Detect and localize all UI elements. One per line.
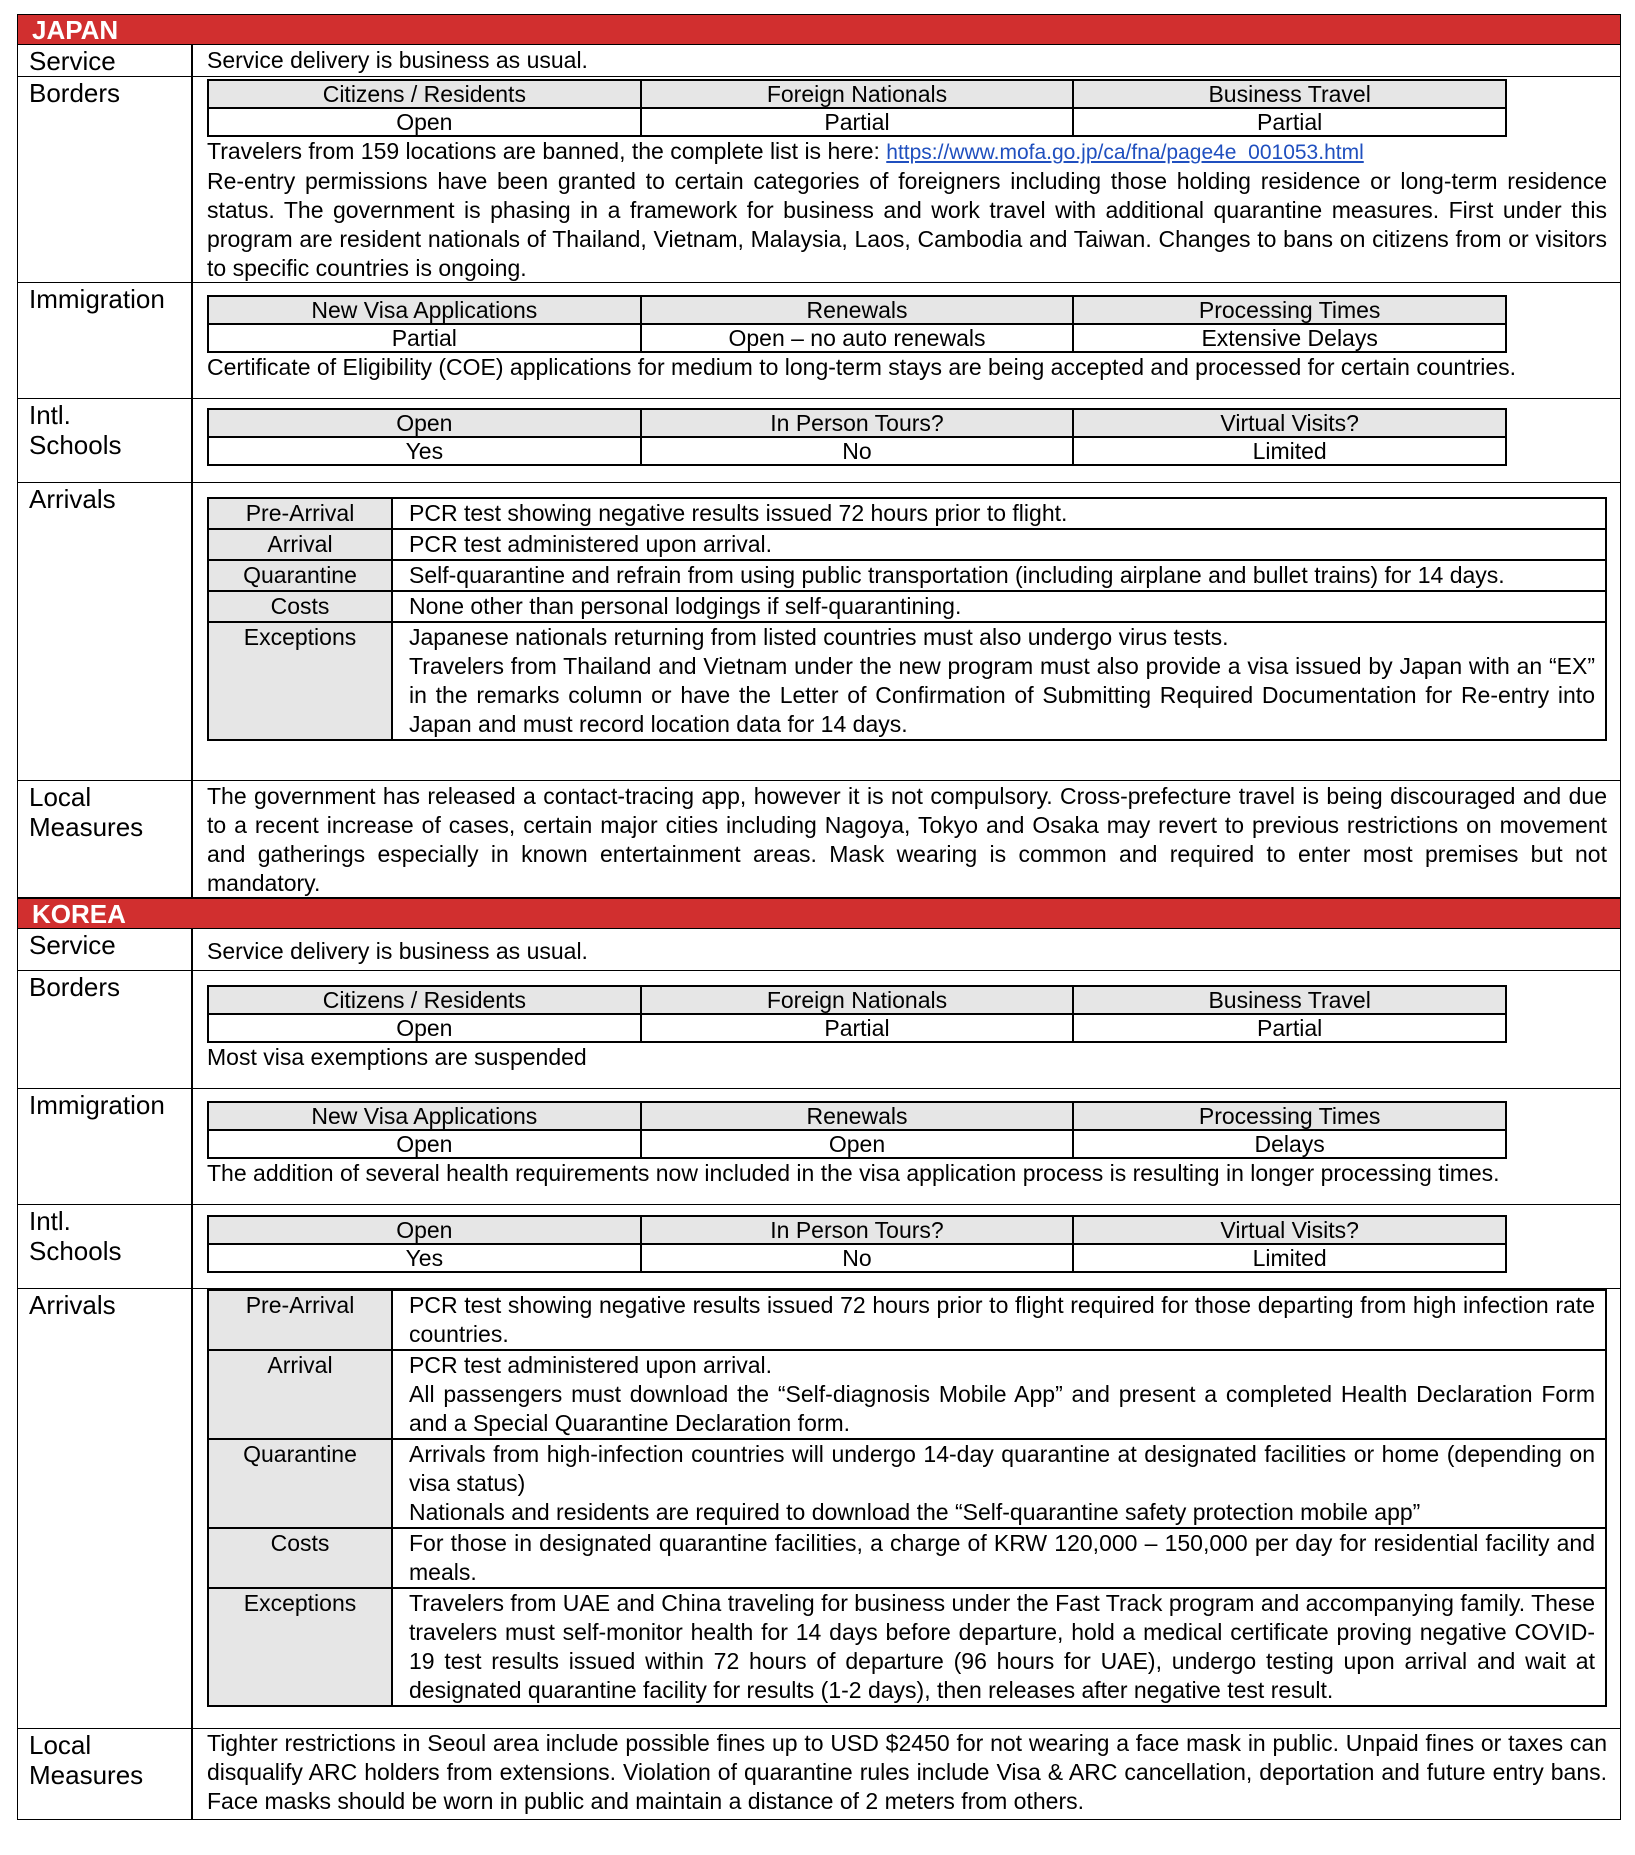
row-label: Service xyxy=(18,45,193,76)
arrivals-key: Costs xyxy=(208,1528,392,1588)
value-line: PCR test administered upon arrival. xyxy=(409,1352,773,1378)
korea-arrivals-body xyxy=(193,1289,1620,1728)
japan-banned-line xyxy=(207,137,1607,167)
arrivals-key: Costs xyxy=(208,591,392,622)
japan-local-row xyxy=(17,781,1621,898)
value-line: Arrivals from high-infection countries will undergo 14-day quarantine at designated facilities or home (depending on visa status) xyxy=(409,1441,1595,1496)
row-label-line: Local xyxy=(29,1730,92,1760)
grid-header: Open xyxy=(208,409,641,437)
grid-header: Business Travel xyxy=(1073,80,1506,108)
grid-header: Virtual Visits? xyxy=(1073,1216,1506,1244)
row-label-line: Intl. xyxy=(29,400,71,430)
row-label xyxy=(18,399,193,482)
row-label-line: Measures xyxy=(29,1760,144,1790)
japan-immigration-row xyxy=(17,283,1621,399)
japan-service-text: Service delivery is business as usual. xyxy=(207,47,588,73)
value-line: Nationals and residents are required to download the “Self-quarantine safety protection mobile app” xyxy=(409,1499,1421,1525)
grid-value: Partial xyxy=(641,1014,1074,1042)
value-line: All passengers must download the “Self-diagnosis Mobile App” and present a completed Health Declaration Form and a Special Quarantine Declaration form. xyxy=(409,1381,1595,1436)
japan-arrivals-table xyxy=(207,497,1607,741)
japan-schools-row xyxy=(17,399,1621,483)
row-label: Immigration xyxy=(18,1089,193,1204)
korea-borders-row xyxy=(17,971,1621,1089)
row-label xyxy=(18,1205,193,1288)
arrivals-value xyxy=(392,1350,1606,1439)
grid-header: Citizens / Residents xyxy=(208,80,641,108)
arrivals-value xyxy=(392,622,1606,740)
arrivals-row xyxy=(208,529,1606,560)
grid-header: Virtual Visits? xyxy=(1073,409,1506,437)
row-label-line: Schools xyxy=(29,1236,122,1266)
arrivals-key: Exceptions xyxy=(208,1588,392,1706)
grid-value: Open xyxy=(641,1130,1074,1158)
korea-arrivals-table xyxy=(207,1289,1607,1707)
grid-header: New Visa Applications xyxy=(208,1102,641,1130)
korea-borders-grid xyxy=(207,985,1507,1043)
grid-value: Partial xyxy=(1073,1014,1506,1042)
row-label-line: Local xyxy=(29,782,92,812)
grid-value: Partial xyxy=(641,108,1074,136)
grid-value: Limited xyxy=(1073,437,1506,465)
korea-schools-row xyxy=(17,1205,1621,1289)
value-line: Travelers from Thailand and Vietnam under the new program must also provide a visa issued by Japan with an “EX” in the remarks column or have the Letter of Confirmation of Submitting Required Documentation for Re-entry into Japan and must record location data for 14 days. xyxy=(409,653,1595,737)
arrivals-value: For those in designated quarantine facilities, a charge of KRW 120,000 – 150,000 per day for residential facility and meals. xyxy=(392,1528,1606,1588)
grid-value: Extensive Delays xyxy=(1073,324,1506,352)
arrivals-value: Travelers from UAE and China traveling for business under the Fast Track program and accompanying family. These travelers must self-monitor health for 14 days before departure, hold a medical certificate proving negative COVID-19 test results issued within 72 hours of departure (96 hours for UAE), undergo testing upon arrival and wait at designated quarantine facility for results (1-2 days), then releases after negative test result. xyxy=(392,1588,1606,1706)
row-label: Borders xyxy=(18,77,193,282)
row-label-line: Intl. xyxy=(29,1206,71,1236)
arrivals-value xyxy=(392,1439,1606,1528)
grid-header: Processing Times xyxy=(1073,1102,1506,1130)
grid-value: No xyxy=(641,437,1074,465)
grid-value: Partial xyxy=(208,324,641,352)
arrivals-key: Arrival xyxy=(208,1350,392,1439)
grid-header: Open xyxy=(208,1216,641,1244)
korea-schools-grid xyxy=(207,1215,1507,1273)
korea-immigration-grid xyxy=(207,1101,1507,1159)
japan-arrivals-body xyxy=(193,483,1620,780)
row-label: Borders xyxy=(18,971,193,1088)
japan-schools-body xyxy=(193,399,1620,482)
grid-value: Open xyxy=(208,1130,641,1158)
banned-text: Travelers from 159 locations are banned, the complete list is here: xyxy=(207,138,880,164)
japan-immigration-note: Certificate of Eligibility (COE) applications for medium to long-term stays are being accepted and processed for certain countries. xyxy=(207,354,1517,380)
grid-value: Yes xyxy=(208,437,641,465)
arrivals-row xyxy=(208,1439,1606,1528)
korea-service-text: Service delivery is business as usual. xyxy=(207,938,588,964)
grid-value: Limited xyxy=(1073,1244,1506,1272)
value-line: Japanese nationals returning from listed countries must also undergo virus tests. xyxy=(409,624,1229,650)
grid-header: New Visa Applications xyxy=(208,296,641,324)
japan-arrivals-row xyxy=(17,483,1621,781)
arrivals-value: None other than personal lodgings if self-quarantining. xyxy=(392,591,1606,622)
arrivals-row xyxy=(208,1350,1606,1439)
row-label: Service xyxy=(18,929,193,970)
japan-borders-grid xyxy=(207,79,1507,137)
arrivals-key: Quarantine xyxy=(208,1439,392,1528)
arrivals-row xyxy=(208,1588,1606,1706)
arrivals-row xyxy=(208,560,1606,591)
grid-value: No xyxy=(641,1244,1074,1272)
korea-service-row xyxy=(17,929,1621,971)
grid-header: Renewals xyxy=(641,296,1074,324)
arrivals-row xyxy=(208,1290,1606,1350)
japan-service-row xyxy=(17,45,1621,77)
arrivals-value: PCR test showing negative results issued 72 hours prior to flight. xyxy=(392,498,1606,529)
grid-header: Citizens / Residents xyxy=(208,986,641,1014)
grid-header: Renewals xyxy=(641,1102,1074,1130)
arrivals-key: Exceptions xyxy=(208,622,392,740)
grid-value: Delays xyxy=(1073,1130,1506,1158)
row-label xyxy=(18,1729,193,1819)
arrivals-key: Pre-Arrival xyxy=(208,498,392,529)
arrivals-value: Self-quarantine and refrain from using public transportation (including airplane and bullet trains) for 14 days. xyxy=(392,560,1606,591)
arrivals-value: PCR test administered upon arrival. xyxy=(392,529,1606,560)
grid-header: Processing Times xyxy=(1073,296,1506,324)
grid-value: Open xyxy=(208,108,641,136)
row-label xyxy=(18,781,193,897)
japan-borders-row xyxy=(17,77,1621,283)
country-header-korea: KOREA xyxy=(17,898,1621,929)
korea-immigration-note: The addition of several health requirements now included in the visa application process is resulting in longer processing times. xyxy=(207,1160,1500,1186)
grid-value: Yes xyxy=(208,1244,641,1272)
row-label: Arrivals xyxy=(18,1289,193,1728)
korea-borders-body xyxy=(193,971,1620,1088)
mofa-link[interactable]: https://www.mofa.go.jp/ca/fna/page4e_001053.html xyxy=(886,141,1364,164)
grid-value: Open xyxy=(208,1014,641,1042)
document xyxy=(17,14,1621,1820)
arrivals-key: Arrival xyxy=(208,529,392,560)
korea-immigration-body xyxy=(193,1089,1620,1204)
korea-local-text: Tighter restrictions in Seoul area include possible fines up to USD $2450 for not wearing a face mask in public. Unpaid fines or taxes can disqualify ARC holders from extensions. Violation of quarantine rules include Visa & ARC cancellation, deportation and future entry bans. Face masks should be worn in public and maintain a distance of 2 meters from others. xyxy=(207,1730,1607,1814)
arrivals-row xyxy=(208,591,1606,622)
arrivals-key: Pre-Arrival xyxy=(208,1290,392,1350)
grid-header: In Person Tours? xyxy=(641,1216,1074,1244)
row-label: Immigration xyxy=(18,283,193,398)
arrivals-value: PCR test showing negative results issued 72 hours prior to flight required for those departing from high infection rate countries. xyxy=(392,1290,1606,1350)
japan-local-text: The government has released a contact-tracing app, however it is not compulsory. Cross-prefecture travel is being discouraged and due to a recent increase of cases, certain major cities including Nagoya, Tokyo and Osaka may revert to previous restrictions on movement and gatherings especially in known entertainment areas. Mask wearing is common and required to enter most premises but not mandatory. xyxy=(207,783,1607,896)
korea-arrivals-row xyxy=(17,1289,1621,1729)
row-label-line: Measures xyxy=(29,812,144,842)
arrivals-row xyxy=(208,622,1606,740)
row-label: Arrivals xyxy=(18,483,193,780)
arrivals-key: Quarantine xyxy=(208,560,392,591)
japan-borders-detail: Re-entry permissions have been granted to certain categories of foreigners including those holding residence or long-term residence status. The government is phasing in a framework for business and work travel with additional quarantine measures. First under this program are resident nationals of Thailand, Vietnam, Malaysia, Laos, Cambodia and Taiwan. Changes to bans on citizens from or visitors to specific countries is ongoing. xyxy=(207,168,1607,281)
country-header-japan: JAPAN xyxy=(17,14,1621,45)
grid-header: Foreign Nationals xyxy=(641,80,1074,108)
grid-value: Partial xyxy=(1073,108,1506,136)
korea-immigration-row xyxy=(17,1089,1621,1205)
japan-immigration-body xyxy=(193,283,1620,398)
grid-value: Open – no auto renewals xyxy=(641,324,1074,352)
grid-header: Business Travel xyxy=(1073,986,1506,1014)
japan-borders-body xyxy=(193,77,1620,282)
arrivals-row xyxy=(208,498,1606,529)
grid-header: Foreign Nationals xyxy=(641,986,1074,1014)
japan-schools-grid xyxy=(207,408,1507,466)
row-label-line: Schools xyxy=(29,430,122,460)
grid-header: In Person Tours? xyxy=(641,409,1074,437)
japan-immigration-grid xyxy=(207,295,1507,353)
arrivals-row xyxy=(208,1528,1606,1588)
korea-local-row xyxy=(17,1729,1621,1820)
korea-borders-note: Most visa exemptions are suspended xyxy=(207,1044,587,1070)
korea-schools-body xyxy=(193,1205,1620,1288)
